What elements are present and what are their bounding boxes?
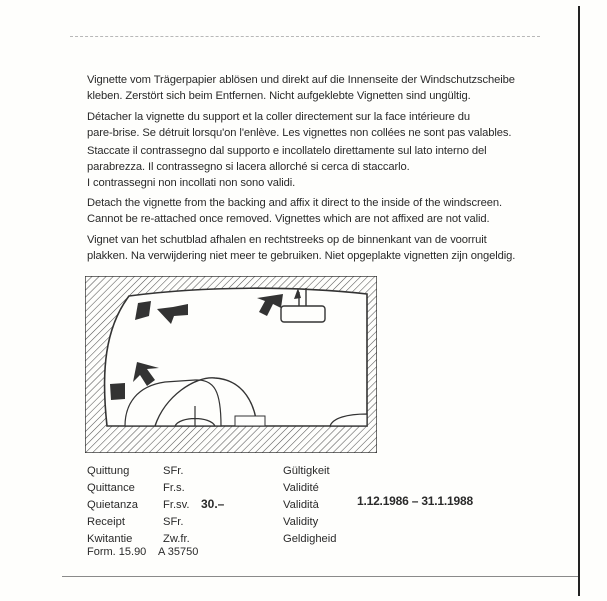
- currency-label: Fr.sv.: [163, 499, 190, 511]
- validity-labels-column: [283, 463, 337, 548]
- text-line: Staccate il contrassegno dal supporto e incollatelo direttamente sul lato interno del: [87, 145, 487, 157]
- text-line: pare-brise. Se détruit lorsqu'on l'enlève. Les vignettes non collées ne sont pas valables.: [87, 127, 512, 139]
- instructions-dutch: [87, 232, 567, 264]
- amount-value: 30.–: [201, 497, 225, 511]
- instructions-english: [87, 195, 567, 227]
- validity-label: Validità: [283, 499, 319, 511]
- windscreen-placement-illustration: [85, 276, 377, 453]
- receipt-label: Kwitantie: [87, 533, 133, 545]
- text-line: Détacher la vignette du support et la coller directement sur la face intérieure du: [87, 111, 470, 123]
- card-right-edge: [578, 6, 580, 596]
- receipt-label: Quittung: [87, 465, 130, 477]
- text-line: Vignet van het schutblad afhalen en rechtstreeks op de binnenkant van de voorruit: [87, 234, 487, 246]
- currency-label: SFr.: [163, 465, 184, 477]
- text-line: parabrezza. Il contrassegno si lacera allorché si cerca di staccarlo.: [87, 161, 410, 173]
- receipt-label: Quietanza: [87, 499, 138, 511]
- form-code: A 35750: [157, 546, 199, 558]
- validity-label: Geldigheid: [283, 533, 337, 545]
- receipt-label: Receipt: [87, 516, 125, 528]
- text-line: Vignette vom Trägerpapier ablösen und direkt auf die Innenseite der Windschutzscheibe: [87, 74, 515, 86]
- instructions-german: [87, 72, 567, 104]
- instructions-french: [87, 109, 567, 141]
- currency-label: Zw.fr.: [163, 533, 190, 545]
- currency-labels-column: [163, 463, 190, 548]
- currency-label: SFr.: [163, 516, 184, 528]
- receipt-labels-column: [87, 463, 138, 548]
- receipt-label: Quittance: [87, 482, 135, 494]
- text-line: plakken. Na verwijdering niet meer te gebruiken. Niet opgeplakte vignetten zijn ongeldig.: [87, 250, 516, 262]
- validity-label: Validité: [283, 482, 319, 494]
- currency-label: Fr.s.: [163, 482, 185, 494]
- text-line: I contrassegni non incollati non sono validi.: [87, 177, 296, 189]
- instructions-italian: [87, 143, 567, 191]
- form-reference: [87, 546, 198, 558]
- text-line: kleben. Zerstört sich beim Entfernen. Nicht aufgeklebte Vignetten sind ungültig.: [87, 90, 471, 102]
- form-number: Form. 15.90: [87, 546, 147, 558]
- text-line: Detach the vignette from the backing and affix it direct to the inside of the windscreen.: [87, 197, 503, 209]
- text-line: Cannot be re-attached once removed. Vignettes which are not affixed are not valid.: [87, 213, 490, 225]
- perforation-top-edge: [70, 36, 540, 37]
- vignette-mark-lower-left: [110, 383, 125, 400]
- validity-label: Gültigkeit: [283, 465, 330, 477]
- rearview-mirror: [281, 306, 325, 322]
- validity-period: 1.12.1986 – 31.1.1988: [357, 494, 473, 508]
- validity-label: Validity: [283, 516, 319, 528]
- card-bottom-edge: [62, 576, 578, 577]
